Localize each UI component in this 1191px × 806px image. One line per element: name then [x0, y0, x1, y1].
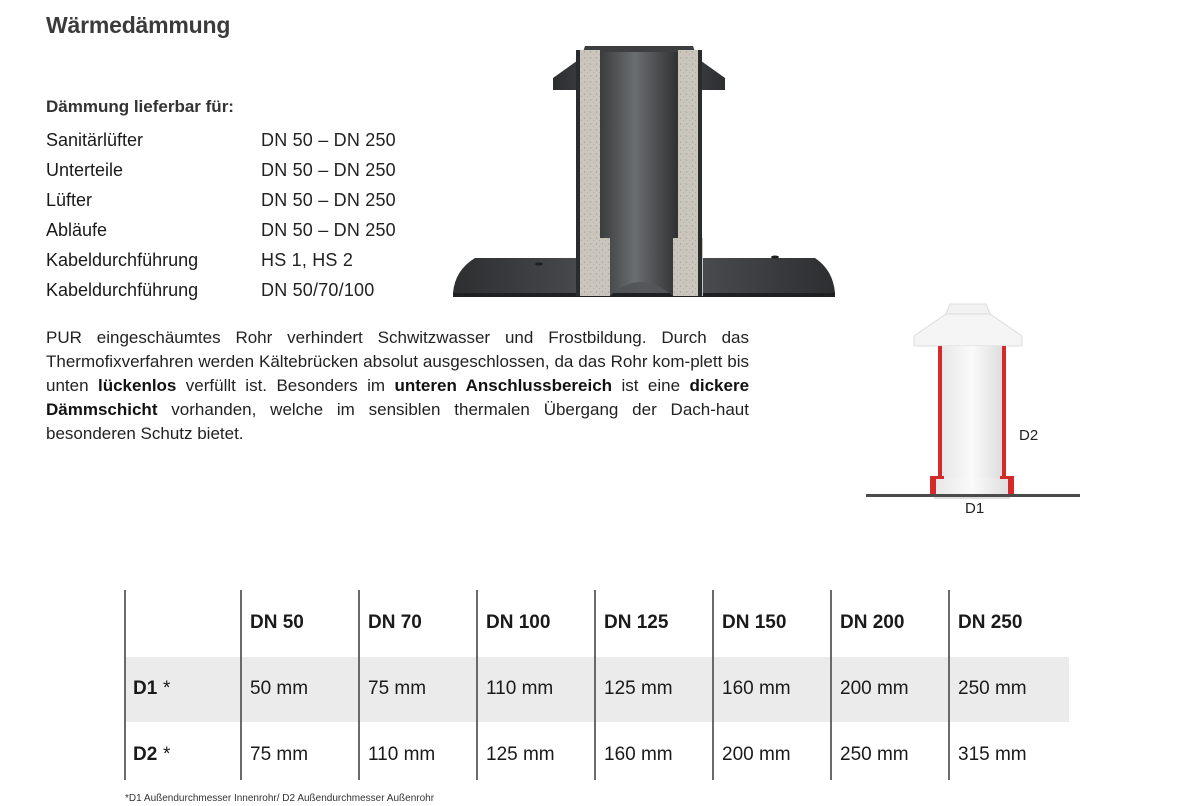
description-text: PUR eingeschäumtes Rohr verhindert Schwitzwasser und Frostbildung. Durch das Thermofixverfahren werden Kältebrücken absolut ausgeschlossen, da das Rohr kom-plett bis unten: [46, 328, 749, 395]
table-header: DN 125: [604, 612, 669, 633]
product-name: Unterteile: [46, 159, 124, 180]
description-text: ist eine: [612, 376, 690, 395]
description-text: vorhanden, welche im sensiblen thermalen Übergang der Dach-haut besonderen Schutz bietet.: [46, 400, 749, 443]
table-divider: [830, 590, 832, 780]
table-cell: 250 mm: [840, 744, 909, 765]
availability-list: [46, 125, 396, 305]
availability-row: [46, 275, 396, 305]
footnote-marker: *: [163, 744, 171, 765]
description-text: verfüllt ist. Besonders im: [176, 376, 395, 395]
product-cutaway-image: [445, 38, 840, 300]
row-label-d2: D2: [133, 744, 158, 765]
table-header: DN 250: [958, 612, 1023, 633]
table-cell: 125 mm: [604, 678, 673, 699]
table-divider: [124, 590, 126, 780]
table-cell: 250 mm: [958, 678, 1027, 699]
availability-row: [46, 245, 396, 275]
availability-row: [46, 215, 396, 245]
description-paragraph: [46, 326, 749, 446]
product-range: DN 50 – DN 250: [261, 189, 396, 210]
table-divider: [712, 590, 714, 780]
product-name: Kabeldurchführung: [46, 279, 199, 300]
d1-label: D1: [965, 500, 985, 517]
table-cell: 110 mm: [368, 744, 436, 765]
product-range: HS 1, HS 2: [261, 249, 354, 270]
product-range: DN 50 – DN 250: [261, 159, 396, 180]
product-name: Kabeldurchführung: [46, 249, 199, 270]
availability-heading: Dämmung lieferbar für:: [46, 97, 234, 116]
availability-row: [46, 125, 396, 155]
d2-label: D2: [1019, 427, 1039, 444]
table-cell: 110 mm: [486, 678, 554, 699]
availability-row: [46, 185, 396, 215]
row-label-d1: D1: [133, 678, 158, 699]
availability-row: [46, 155, 396, 185]
table-header: DN 100: [486, 612, 551, 633]
dimension-diagram: [862, 296, 1084, 506]
table-cell: 160 mm: [722, 678, 791, 699]
page-title: Wärmedämmung: [46, 12, 231, 38]
table-cell: 125 mm: [486, 744, 555, 765]
table-divider: [476, 590, 478, 780]
emphasis-text: unteren Anschlussbereich: [394, 376, 613, 395]
product-name: Lüfter: [46, 189, 93, 210]
table-divider: [948, 590, 950, 780]
table-header: DN 70: [368, 612, 422, 633]
table-cell: 50 mm: [250, 678, 309, 699]
table-cell: 200 mm: [722, 744, 791, 765]
table-header: DN 50: [250, 612, 304, 633]
table-cell: 75 mm: [250, 744, 309, 765]
emphasis-text: dickere Dämmschicht: [46, 376, 750, 419]
product-name: Sanitärlüfter: [46, 129, 144, 150]
table-cell: 200 mm: [840, 678, 909, 699]
table-cell: 160 mm: [604, 744, 673, 765]
emphasis-text: lückenlos: [97, 376, 177, 395]
footnote-marker: *: [163, 678, 171, 699]
table-cell: 315 mm: [958, 744, 1027, 765]
product-range: DN 50 – DN 250: [261, 129, 396, 150]
product-name: Abläufe: [46, 219, 108, 240]
table-footnote: *D1 Außendurchmesser Innenrohr/ D2 Außendurchmesser Außenrohr: [125, 793, 435, 804]
table-header: DN 150: [722, 612, 787, 633]
product-range: DN 50 – DN 250: [261, 219, 396, 240]
product-range: DN 50/70/100: [261, 279, 375, 300]
table-header: DN 200: [840, 612, 905, 633]
table-divider: [240, 590, 242, 780]
table-divider: [358, 590, 360, 780]
table-cell: 75 mm: [368, 678, 427, 699]
table-divider: [594, 590, 596, 780]
